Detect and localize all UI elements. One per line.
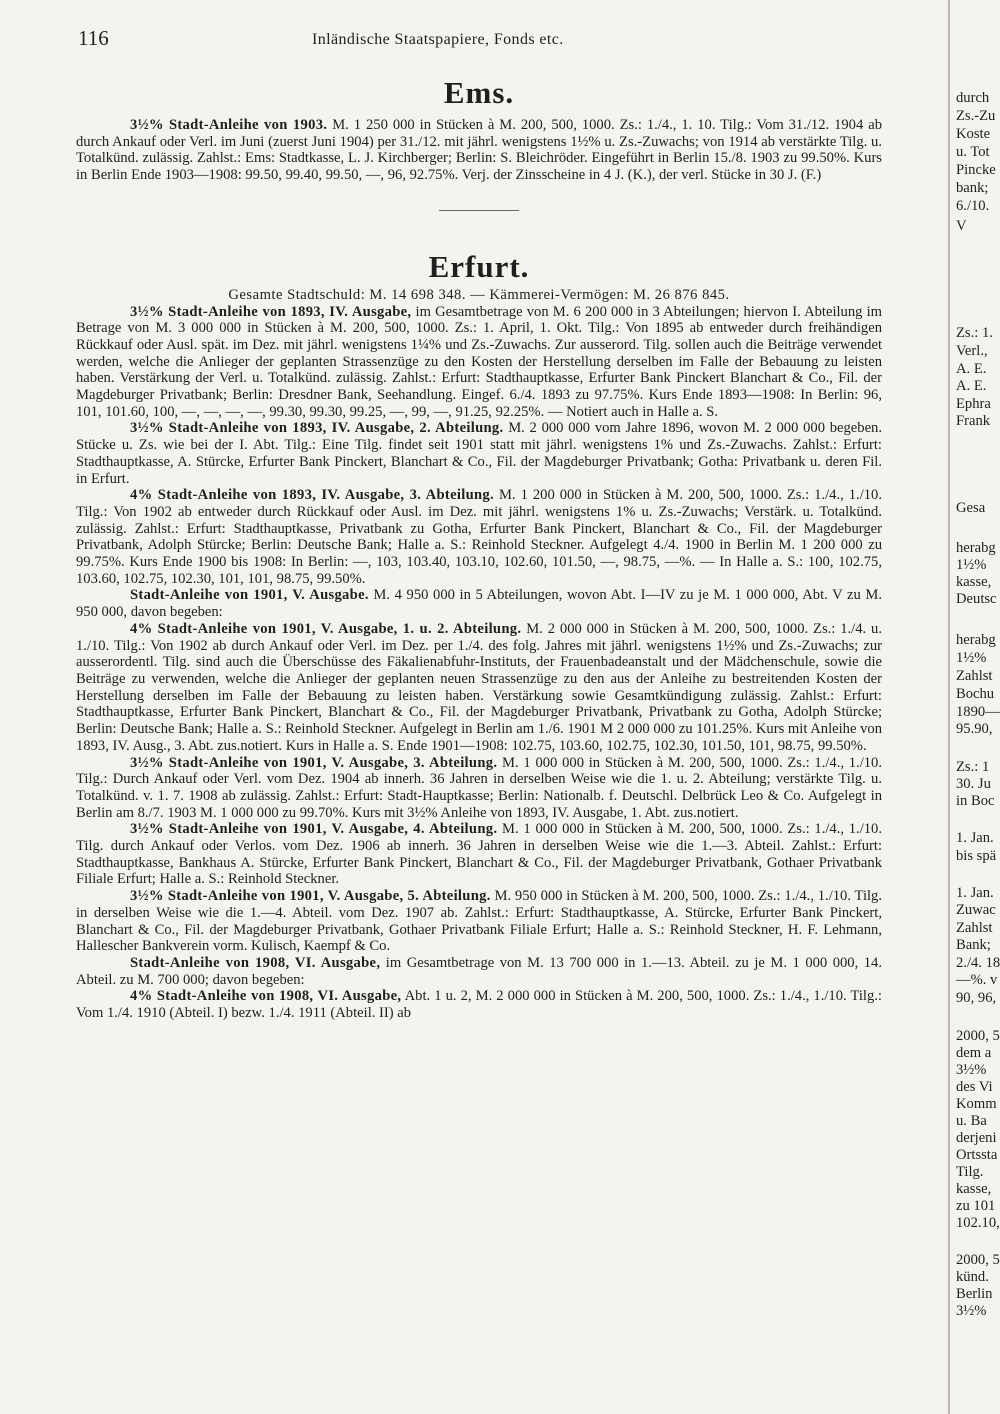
entry-heading: 3½% Stadt-Anleihe von 1893, IV. Ausgabe, 2. Abteilung. xyxy=(130,420,504,437)
entry-heading: 3½% Stadt-Anleihe von 1901, V. Ausgabe, 5. Abteilung. xyxy=(130,888,491,905)
adjacent-page-line: Bochu xyxy=(956,686,995,702)
loan-entry xyxy=(76,420,882,487)
adjacent-page-line: bis spä xyxy=(956,848,997,864)
loan-entry xyxy=(76,304,882,421)
adjacent-page-line: 3½% xyxy=(956,1062,987,1078)
adjacent-page-line: 1890— xyxy=(956,704,1000,720)
adjacent-page-line: Zuwac xyxy=(956,902,996,918)
entry-text: im Gesamtbetrage von M. 13 700 000 in 1.—13. Abteil. zu je M. 1 000 000, 14. Abteil. zu M. 700 000; davon begeben: xyxy=(76,954,882,988)
entry-text: M. 1 250 000 in Stücken à M. 200, 500, 1000. Zs.: 1./4., 1. 10. Tilg.: Vom 31./12. 1904 ab durch Ankauf oder Verl. im Juni (zuerst Juni 1904) per 31./12. mit jährl. wenigstens 1½% u. Zs.-Zuwachs; von 1914 ab verstärkte Tilg. u. Totalkünd. zulässig. Zahlst.: Ems: Stadtkasse, L. J. Kirchberger; Berlin: S. Bleichröder. Eingeführt in Berlin 15./8. 1903 zu 99.50%. Kurs in Berlin Ende 1903—1908: 99.50, 99.40, 99.50, —, 96, 92.75%. Verj. der Zinsscheine in 4 J. (K.), der verl. Stücke in 30 J. (F.) xyxy=(76,117,882,184)
entry-heading: 3½% Stadt-Anleihe von 1903. xyxy=(130,117,328,133)
main-column xyxy=(76,72,882,1406)
adjacent-page-line: 1½% xyxy=(956,557,987,573)
loan-entry xyxy=(76,755,882,822)
page-number: 116 xyxy=(78,26,109,50)
adjacent-page-line: Zahlst xyxy=(956,668,993,684)
entry-heading: 4% Stadt-Anleihe von 1893, IV. Ausgabe, 3. Abteilung. xyxy=(130,487,494,504)
adjacent-page-line: des Vi xyxy=(956,1079,993,1095)
entry-text: M. 2 000 000 in Stücken à M. 200, 500, 1000. Zs.: 1./4. u. 1./10. Tilg.: Von 1902 ab durch Ankauf oder Verl. im Dez. per 1./4. des folg. Jahres mit jährl. wenigstens 1½% und Zs.-Zuwachs; zur ausserordentl. Tilg. sind auch die Überschüsse des Fäkalienabfuhr-Instituts, der Frauenbadeanstalt und der Mädchenschule, sowie die Beiträge zu verwenden, welche die Anlieger der geplanten neuen Strassenzüge zu den aus der Anleihe zu bestreitenden Kosten der Herstellung derselben im Falle der Bebauung zu leisten haben. Verstärkung sowie Gesamtkündigung zulässig. Zahlst.: Erfurt: Stadthauptkasse, Erfurter Bank Pinckert, Blanchart & Co., Fil. der Magdeburger Privatbank, Privatbank zu Gotha, Adolph Stürcke; Berlin: Deutsche Bank; Halle a. S.: Reinhold Steckner. Aufgelegt in Berlin am 1./6. 1901 M 2 000 000 zu 101.25%. Kurs mit Anleihe von 1893, IV. Ausg., 3. Abt. zus.notiert. Kurs in Halle a. S. Ende 1901—1908: 102.75, 103.60, 102.75, 102.30, 101.50, 101, 98.75, 99.50%. xyxy=(76,620,882,754)
adjacent-page-line: künd. xyxy=(956,1269,989,1285)
adjacent-page-line: 1½% xyxy=(956,650,987,666)
adjacent-page-line: Zs.: 1 xyxy=(956,759,990,775)
adjacent-page-line: derjeni xyxy=(956,1130,997,1146)
adjacent-page-line: Ortssta xyxy=(956,1147,998,1163)
section-divider xyxy=(439,210,519,211)
section-title-ems: Ems. xyxy=(443,75,515,110)
page-header xyxy=(78,26,638,60)
adjacent-page-line: Tilg. xyxy=(956,1164,984,1180)
adjacent-page-line: 102.10, xyxy=(956,1215,1000,1231)
adjacent-page-line: Koste xyxy=(956,126,991,142)
adjacent-page-line: u. Ba xyxy=(956,1113,987,1129)
adjacent-page-line: 1. Jan. xyxy=(956,885,994,901)
adjacent-page-line: kasse, xyxy=(956,574,992,590)
adjacent-page-line: Deutsc xyxy=(956,591,997,607)
erfurt-totals: Gesamte Stadtschuld: M. 14 698 348. — Kämmerei-Vermögen: M. 26 876 845. xyxy=(228,286,730,303)
adjacent-page-line: Ephra xyxy=(956,396,991,412)
entry-text: M. 4 950 000 in 5 Abteilungen, wovon Abt. I—IV zu je M. 1 000 000, Abt. V zu M. 950 000, davon begeben: xyxy=(76,587,882,621)
adjacent-page-line: kasse, xyxy=(956,1181,992,1197)
adjacent-page-line: Pincke xyxy=(956,162,996,178)
ems-loan-1903 xyxy=(76,117,882,184)
entry-text: M. 1 200 000 in Stücken à M. 200, 500, 1000. Zs.: 1./4., 1./10. Tilg.: Von 1902 ab entweder durch Rückkauf oder Ausl. im Dez. mit jährl. wenigstens 1% u. Zs.-Zuwachs; Verstärk. u. Totalkünd. zulässig. Zahlst.: Erfurt: Stadthauptkasse, Privatbank zu Gotha, Erfurter Bank Pinckert, Blanchart & Co., Fil. der Magdeburger Privatbank, Adolph Stürcke; Berlin: Deutsche Bank; Halle a. S.: Reinhold Steckner. Aufgelegt 4./4. 1900 in Berlin M. 1 200 000 zu 99.75%. Kurs Ende 1900 bis 1908: In Berlin: —, 103, 103.40, 103.10, 102.60, 101.50, —, 98.75, —%. — In Halle a. S.: 100, 102.75, 103.60, 102.75, 102.30, 101, 101, 98.75, 99.50%. xyxy=(76,487,882,587)
entry-text: M. 950 000 in Stücken à M. 200, 500, 1000. Zs.: 1./4., 1./10. Tilg. in derselben Weise wie die 1.—4. Abteil. vom Dez. 1907 ab. Zahlst.: Erfurt: Stadthauptkasse, A. Stürcke, Erfurter Bank Pinckert, Blanchart & Co., Fil. der Magdeburger Privatbank, Gothaer Privatbank Filiale Erfurt; Halle a. S.: Reinhold Steckner, H. F. Lehmann, Hallescher Bankverein vorm. Kulisch, Kaempf & Co. xyxy=(76,888,882,955)
adjacent-page-line: 90, 96, xyxy=(956,990,997,1006)
adjacent-page-line: 30. Ju xyxy=(956,776,991,792)
adjacent-page-line: 6./10. xyxy=(956,198,990,214)
adjacent-page-line: herabg xyxy=(956,540,996,556)
adjacent-page-line: —%. v xyxy=(956,972,998,988)
entry-text: M. 1 000 000 in Stücken à M. 200, 500, 1000. Zs.: 1./4., 1./10. Tilg.: Durch Ankauf oder Verl. vom Dez. 1904 ab innerh. 36 Jahren in derselben Weise wie die 1. u. 2. Abteilung; verstärkte Tilg. u. Totalkünd. v. 1. 7. 1908 ab zulässig. Zahlst.: Erfurt: Stadt-Hauptkasse; Berlin: Nationalb. f. Deutschl. Delbrück Leo & Co. Aufgelegt in Berlin am 8./7. 1903 M. 1 000 000 zu 99.70%. Kurs mit 3½% Anleihe von 1893, IV. Ausgabe, 1. Abt. zus.notiert. xyxy=(76,754,882,821)
adjacent-page-line: Zahlst xyxy=(956,920,993,936)
adjacent-page-line: Komm xyxy=(956,1096,997,1112)
entry-heading: 3½% Stadt-Anleihe von 1901, V. Ausgabe, 4. Abteilung. xyxy=(130,821,498,838)
adjacent-page-line: 95.90, xyxy=(956,721,993,737)
adjacent-page-line: 2000, 5 xyxy=(956,1028,1000,1044)
adjacent-page-line: Frank xyxy=(956,413,991,429)
entry-text: M. 2 000 000 vom Jahre 1896, wovon M. 2 000 000 begeben. Stücke u. Zs. wie bei der I. Abt. Tilg.: Eine Tilg. findet seit 1901 statt mit jährl. wenigstens 1% und Zs.-Zuwachs. Zahlst.: Erfurt: Stadthauptkasse, A. Stürcke, Erfurter Bank Pinckert, Blanchart & Co., Fil. der Magdeburger Privatbank; Gotha: Privatbank u. deren Fil. in Erfurt. xyxy=(76,420,882,487)
entry-heading: 3½% Stadt-Anleihe von 1901, V. Ausgabe, 3. Abteilung. xyxy=(130,754,498,771)
entry-heading: 3½% Stadt-Anleihe von 1893, IV. Ausgabe, xyxy=(130,303,412,320)
adjacent-page-line: 1. Jan. xyxy=(956,830,994,846)
adjacent-page-fragment xyxy=(948,0,1000,1414)
adjacent-page-line: Zs.-Zu xyxy=(956,108,996,124)
adjacent-page-line: dem a xyxy=(956,1045,992,1061)
loan-entry xyxy=(76,587,882,620)
adjacent-page-line: in Boc xyxy=(956,793,995,809)
adjacent-page-line: 3½% xyxy=(956,1303,987,1319)
loan-entry xyxy=(76,988,882,1021)
adjacent-page-line: bank; xyxy=(956,180,989,196)
adjacent-page-line: Gesa xyxy=(956,500,986,516)
adjacent-page-line: durch xyxy=(956,90,990,106)
adjacent-page-line: 2./4. 18 xyxy=(956,955,1000,971)
entry-heading: 4% Stadt-Anleihe von 1908, VI. Ausgabe, xyxy=(130,988,402,1005)
adjacent-page-line: Berlin xyxy=(956,1286,993,1302)
adjacent-page-line: zu 101 xyxy=(956,1198,996,1214)
adjacent-page-line: A. E. xyxy=(956,378,987,394)
adjacent-page-line: V xyxy=(956,218,967,234)
entry-heading: Stadt-Anleihe von 1901, V. Ausgabe. xyxy=(130,587,369,604)
adjacent-page-line: herabg xyxy=(956,632,996,648)
adjacent-page-line: u. Tot xyxy=(956,144,990,160)
section-title-erfurt: Erfurt. xyxy=(428,248,530,284)
adjacent-page-line: Zs.: 1. xyxy=(956,325,993,341)
entry-text: M. 1 000 000 in Stücken à M. 200, 500, 1000. Zs.: 1./4., 1./10. Tilg. durch Ankauf oder Verlos. vom Dez. 1906 ab innerh. 36 Jahren in derselben Weise wie die 1.—3. Abteil. Zahlst.: Erfurt: Stadthauptkasse, Bankhaus A. Stürcke, Erfurter Bank Pinckert, Blanchart & Co., Fil. der Magdeburger Privatbank, Gothaer Privatbank Filiale Erfurt; Halle a. S.: Reinhold Steckner. xyxy=(76,821,882,888)
loan-entry xyxy=(76,955,882,988)
loan-entry xyxy=(76,621,882,755)
loan-entry xyxy=(76,821,882,888)
entry-heading: 4% Stadt-Anleihe von 1901, V. Ausgabe, 1. u. 2. Abteilung. xyxy=(130,620,522,637)
adjacent-page-line: Verl., xyxy=(956,343,988,359)
adjacent-page-line: Bank; xyxy=(956,937,991,953)
running-title: Inländische Staatspapiere, Fonds etc. xyxy=(312,31,564,48)
adjacent-page-line: A. E. xyxy=(956,361,987,377)
loan-entry xyxy=(76,888,882,955)
entry-text: im Gesamtbetrage von M. 6 200 000 in 3 Abteilungen; hiervon I. Abteilung im Betrage von M. 3 000 000 in Stücken à M. 200, 500, 1000. Zs.: 1. April, 1. Okt. Tilg.: Von 1895 ab entweder durch freihändigen Rückkauf oder Ausl. spät. im Dez. mit jährl. wenigstens 1¼% und Zs.-Zuwachs. Zur ausserord. Tilg. sollen auch die Beiträge verwendet werden, welche die Anlieger der geplanten Strassenzüge zu den Kosten der Herstellung derselben im Falle der Bebauung zu leisten haben. Verstärkung der Verl. u. Totalkünd. zulässig. Zahlst.: Erfurt: Stadthauptkasse, Erfurter Bank Pinckert Blanchart & Co., Fil. der Magdeburger Privatbank; Berlin: Dresdner Bank, Seehandlung. Eingef. 6./4. 1893 zu 97.75%. Kurs Ende 1893—1908: In Berlin: 96, 101, 101.60, 100, —, —, —, —, 99.30, 99.30, 99.25, —, 99, —, 91.25, 92.25%. — Notiert auch in Halle a. S. xyxy=(76,303,882,420)
entry-text: Abt. 1 u. 2, M. 2 000 000 in Stücken à M. 200, 500, 1000. Zs.: 1./4., 1./10. Tilg.: Vom 1./4. 1910 (Abteil. I) bezw. 1./4. 1911 (Abteil. II) ab xyxy=(76,988,882,1022)
entry-heading: Stadt-Anleihe von 1908, VI. Ausgabe, xyxy=(130,954,381,971)
erfurt-entries xyxy=(76,304,882,1022)
loan-entry xyxy=(76,487,882,587)
adjacent-page-line: 2000, 5 xyxy=(956,1252,1000,1268)
